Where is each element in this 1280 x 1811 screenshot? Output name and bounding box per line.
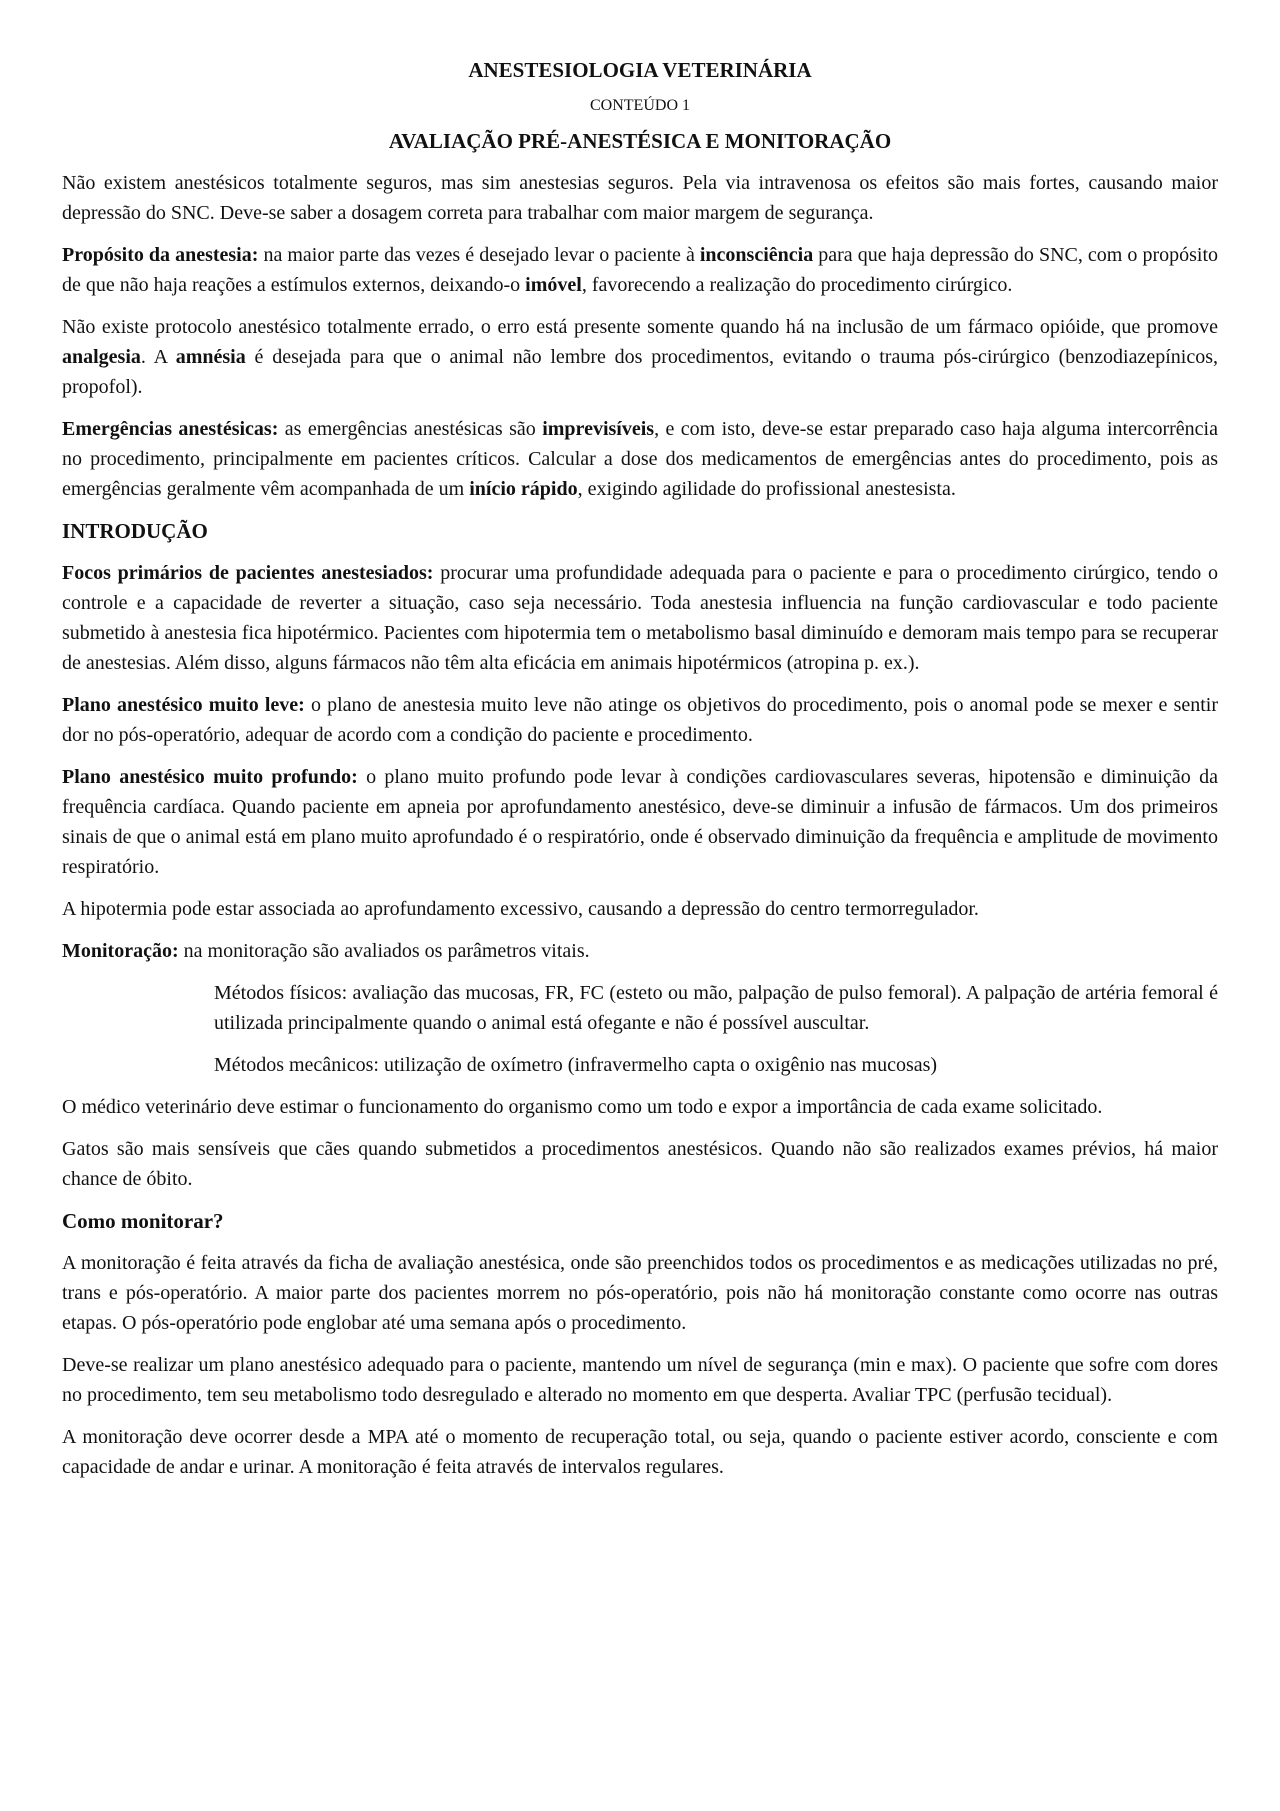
text-segment: , exigindo agilidade do profissional anestesista. bbox=[577, 478, 956, 500]
paragraph-intro: Não existem anestésicos totalmente seguros, mas sim anestesias seguros. Pela via intravenosa os efeitos são mais fortes, causando maior depressão do SNC. Deve-se saber a dosagem correta para trabalhar com maior margem de segurança. bbox=[62, 172, 1218, 224]
bold-term: imprevisíveis bbox=[542, 418, 655, 440]
document-page bbox=[62, 58, 1218, 1494]
paragraph-hipotermia: A hipotermia pode estar associada ao aprofundamento excessivo, causando a depressão do centro termorregulador. bbox=[62, 898, 979, 920]
heading-como-monitorar: Como monitorar? bbox=[62, 1209, 224, 1233]
paragraph-protocolo bbox=[62, 312, 1218, 402]
bold-term: início rápido bbox=[469, 478, 578, 500]
indented-metodos-mecanicos: Métodos mecânicos: utilização de oxímetro (infravermelho capta o oxigênio nas mucosas) bbox=[214, 1054, 938, 1076]
paragraph-proposito bbox=[62, 240, 1218, 300]
bold-term: analgesia bbox=[62, 346, 141, 368]
label-proposito: Propósito da anestesia: bbox=[62, 244, 259, 266]
text-segment: . A bbox=[140, 346, 176, 368]
label-emergencias: Emergências anestésicas: bbox=[62, 418, 279, 440]
text-segment: , e com isto, deve-se estar preparado caso haja alguma intercorrência no procedimento, principalmente em pacientes críticos. Calcular a dose dos medicamentos de emergências antes do procedimento, pois as emergências geralmente vêm acompanhada de um bbox=[62, 418, 1218, 500]
label-plano-profundo: Plano anestésico muito profundo: bbox=[62, 766, 358, 788]
paragraph-plano-leve bbox=[62, 690, 1218, 750]
text-segment: , favorecendo a realização do procedimento cirúrgico. bbox=[581, 274, 1013, 296]
text-segment: para que haja depressão do SNC, com o propósito de que não haja reações a estímulos externos, deixando-o bbox=[62, 244, 1219, 296]
text-segment: na maior parte das vezes é desejado levar o paciente à bbox=[258, 244, 700, 266]
text-segment: o plano de anestesia muito leve não atinge os objetivos do procedimento, pois o anomal pode se mexer e sentir dor no pós-operatório, adequar de acordo com a condição do paciente e procedimento. bbox=[62, 694, 1219, 746]
text-segment: na monitoração são avaliados os parâmetros vitais. bbox=[178, 940, 590, 962]
document-title: ANESTESIOLOGIA VETERINÁRIA bbox=[468, 58, 812, 82]
indented-metodos-fisicos: Métodos físicos: avaliação das mucosas, FR, FC (esteto ou mão, palpação de pulso femoral). A palpação de artéria femoral é utilizada principalmente quando o animal está ofegante e não é possível auscultar. bbox=[214, 982, 1218, 1034]
paragraph-monitoracao-mpa: A monitoração deve ocorrer desde a MPA até o momento de recuperação total, ou seja, quando o paciente estiver acordo, consciente e com capacidade de andar e urinar. A monitoração é feita através de intervalos regulares. bbox=[62, 1426, 1218, 1478]
bold-term: inconsciência bbox=[699, 244, 814, 266]
section-title: AVALIAÇÃO PRÉ-ANESTÉSICA E MONITORAÇÃO bbox=[388, 129, 892, 153]
text-segment: Não existe protocolo anestésico totalmente errado, o erro está presente somente quando há na inclusão de um fármaco opióide, que promove bbox=[62, 316, 1218, 338]
paragraph-medico: O médico veterinário deve estimar o funcionamento do organismo como um todo e expor a importância de cada exame solicitado. bbox=[62, 1096, 1103, 1118]
label-monitoracao: Monitoração: bbox=[62, 940, 179, 962]
paragraph-focos bbox=[62, 558, 1218, 678]
label-plano-leve: Plano anestésico muito leve: bbox=[62, 694, 305, 716]
paragraph-gatos: Gatos são mais sensíveis que cães quando submetidos a procedimentos anestésicos. Quando não são realizados exames prévios, há maior chance de óbito. bbox=[62, 1138, 1218, 1190]
paragraph-monitoracao bbox=[62, 936, 1218, 966]
text-segment: é desejada para que o animal não lembre dos procedimentos, evitando o trauma pós-cirúrgico (benzodiazepínicos, propofol). bbox=[62, 346, 1218, 398]
text-segment: procurar uma profundidade adequada para o paciente e para o procedimento cirúrgico, tendo o controle e a capacidade de reverter a situação, caso seja necessário. Toda anestesia influencia na função cardiovascular e todo paciente submetido à anestesia fica hipotérmico. Pacientes com hipotermia tem o metabolismo basal diminuído e demoram mais tempo para se recuperar de anestesias. Além disso, alguns fármacos não têm alta eficácia em animais hipotérmicos (atropina p. ex.). bbox=[62, 562, 1218, 674]
bold-term: imóvel bbox=[525, 274, 582, 296]
paragraph-emergencias bbox=[62, 414, 1218, 504]
heading-introducao: INTRODUÇÃO bbox=[62, 519, 208, 543]
text-segment: as emergências anestésicas são bbox=[278, 418, 543, 440]
text-segment: o plano muito profundo pode levar à condições cardiovasculares severas, hipotensão e diminuição da frequência cardíaca. Quando paciente em apneia por aprofundamento anestésico, deve-se diminuir a infusão de fármacos. Um dos primeiros sinais de que o animal está em plano muito aprofundado é o respiratório, onde é observado diminuição da frequência e amplitude de movimento respiratório. bbox=[62, 766, 1219, 878]
document-subtitle: CONTEÚDO 1 bbox=[590, 97, 690, 114]
paragraph-ficha: A monitoração é feita através da ficha de avaliação anestésica, onde são preenchidos todos os procedimentos e as medicações utilizadas no pré, trans e pós-operatório. A maior parte dos pacientes morrem no pós-operatório, pois não há monitoração constante como ocorre nas outras etapas. O pós-operatório pode englobar até uma semana após o procedimento. bbox=[62, 1252, 1218, 1334]
paragraph-plano-profundo bbox=[62, 762, 1218, 882]
bold-term: amnésia bbox=[175, 346, 246, 368]
paragraph-plano-adequado: Deve-se realizar um plano anestésico adequado para o paciente, mantendo um nível de segurança (min e max). O paciente que sofre com dores no procedimento, tem seu metabolismo todo desregulado e alterado no momento em que desperta. Avaliar TPC (perfusão tecidual). bbox=[62, 1354, 1218, 1406]
label-focos: Focos primários de pacientes anestesiados: bbox=[62, 562, 434, 584]
